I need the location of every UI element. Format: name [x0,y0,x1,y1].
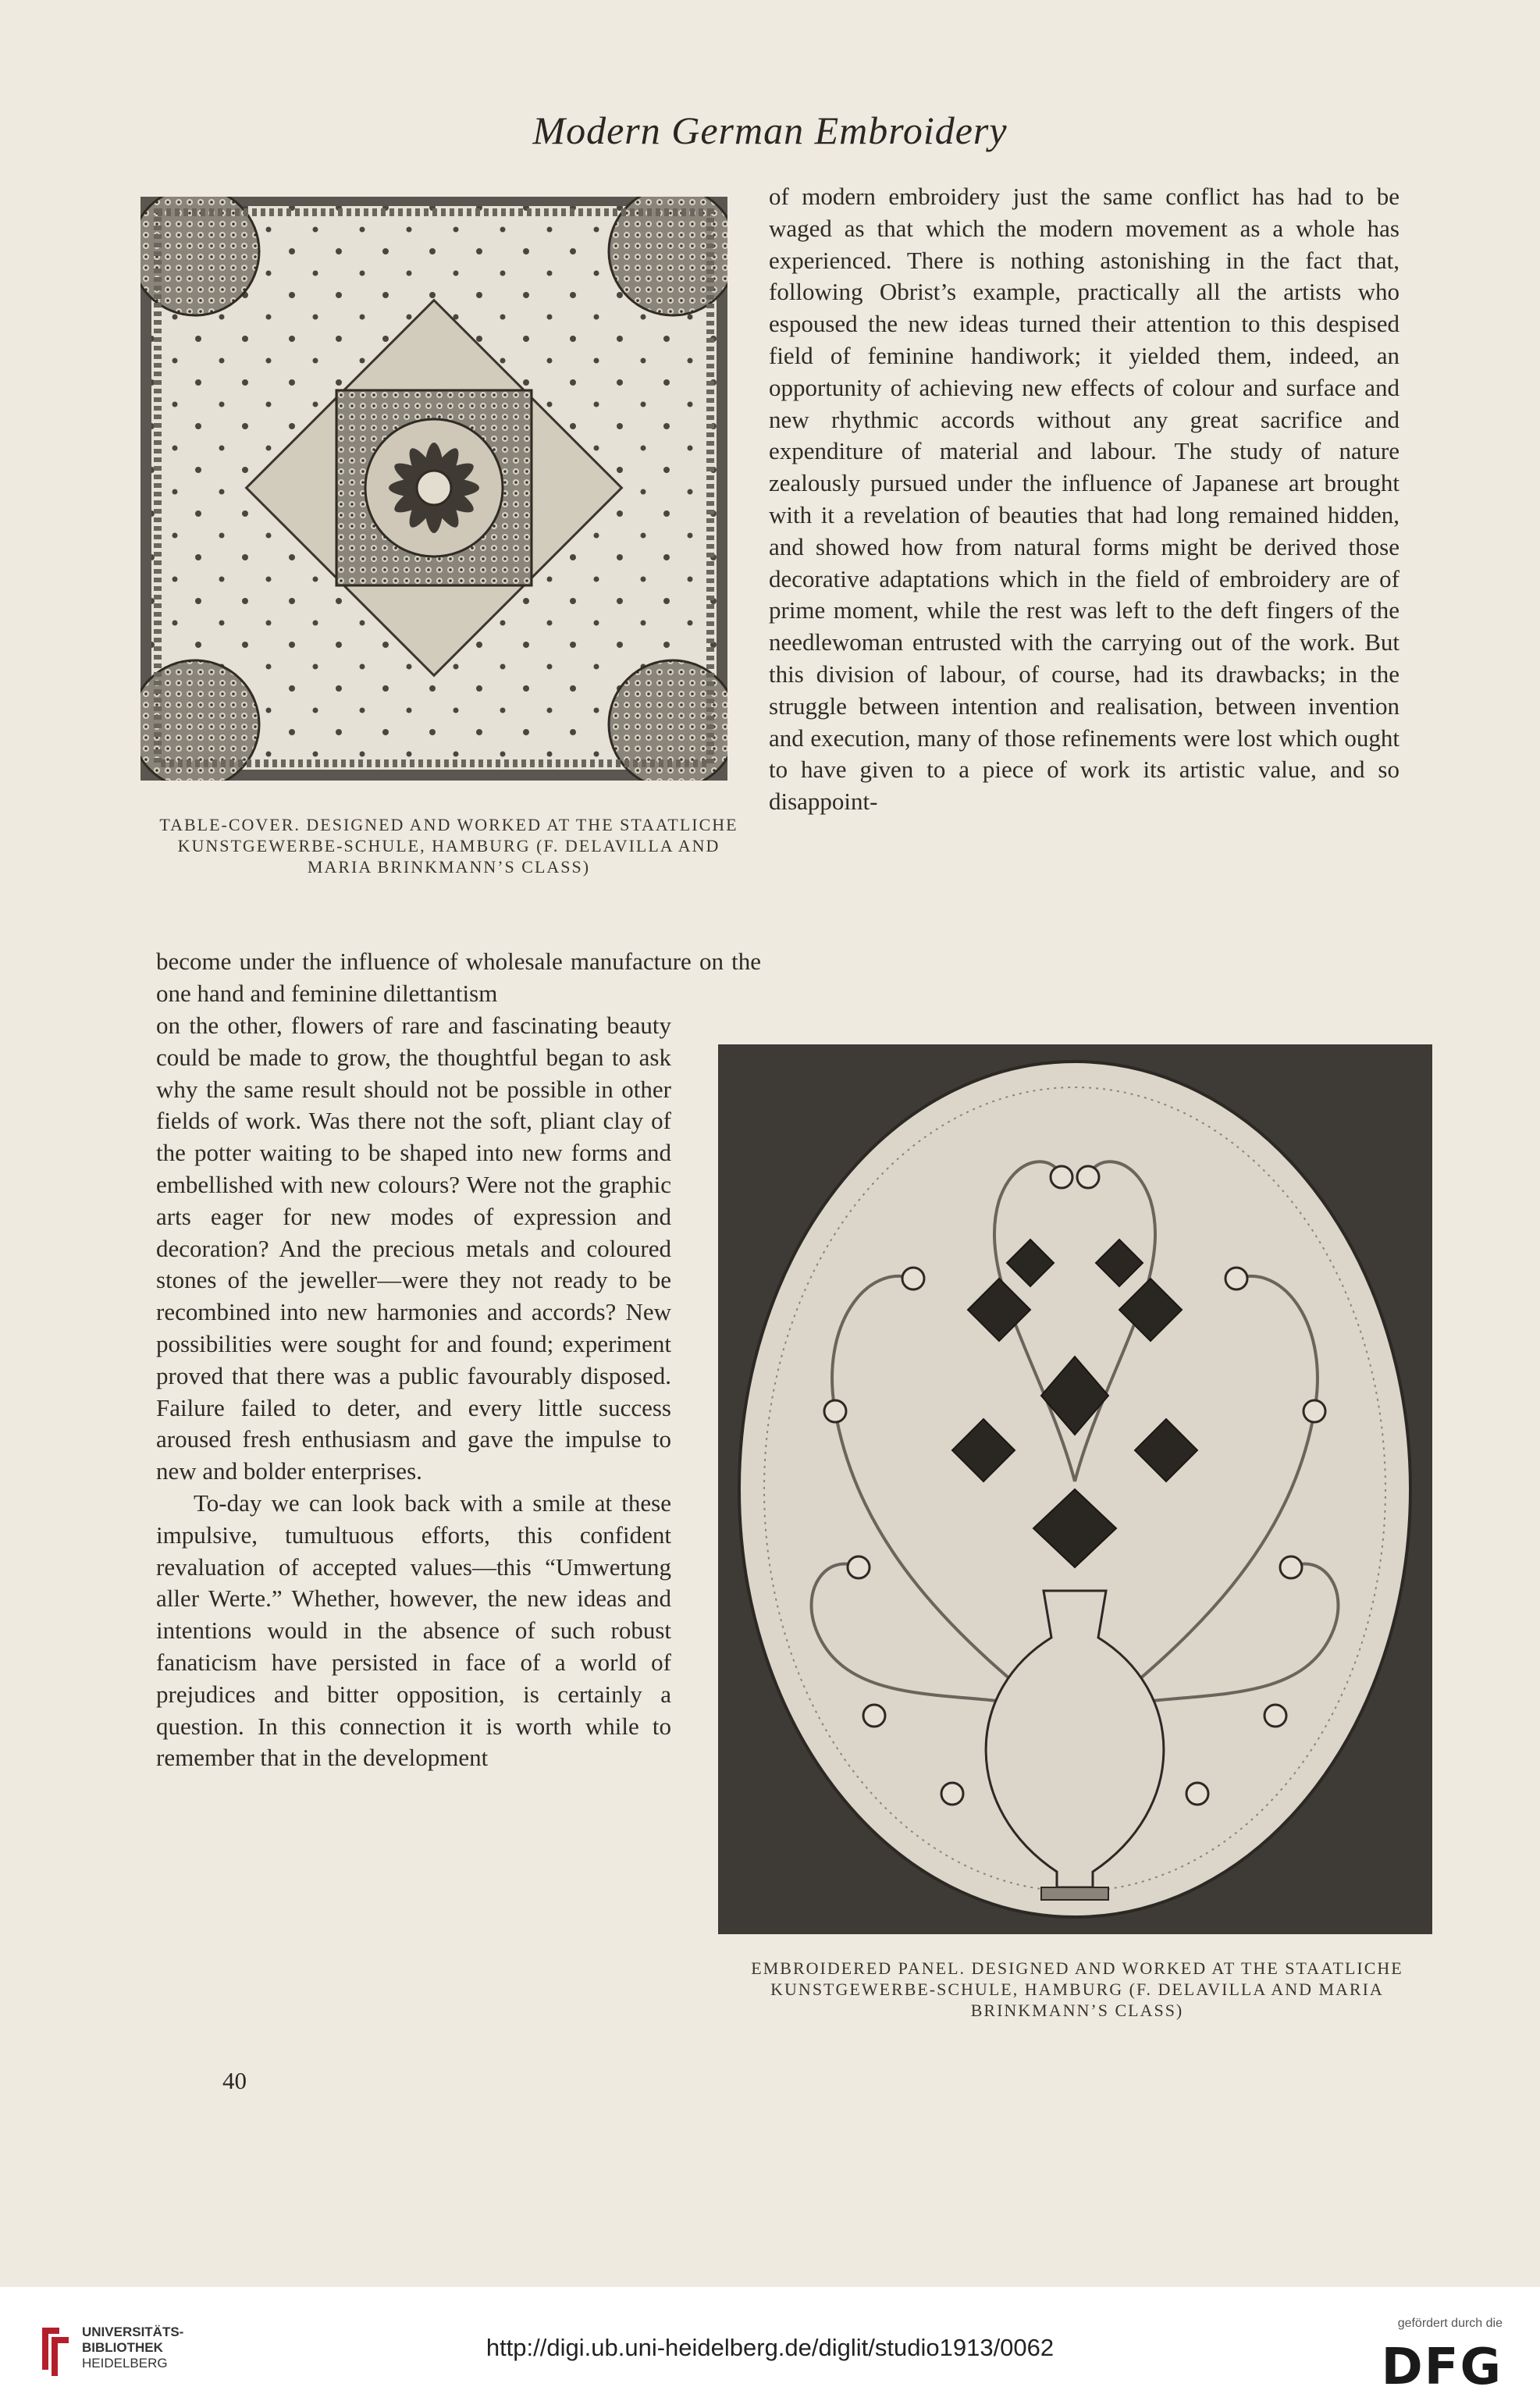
left-column-text [156,1010,671,1774]
table-cover-caption: TABLE-COVER. DESIGNED AND WORKED AT THE STAATLICHE KUNSTGEWERBE-SCHULE, HAMBURG (F. DELAVILLA AND MARIA BRINKMANN’S CLASS) [159,815,738,877]
library-name-line-3: HEIDELBERG [82,2356,168,2371]
embroidered-panel-caption: EMBROIDERED PANEL. DESIGNED AND WORKED AT THE STAATLICHE KUNSTGEWERBE-SCHULE, HAMBURG (F. DELAVILLA AND MARIA BRINKMANN’S CLASS) [751,1958,1403,2020]
digitization-footer [0,2287,1540,2408]
library-name-line-2: BIBLIOTHEK [82,2340,163,2355]
right-column-paragraph: of modern embroidery just the same conflict has had to be waged as that which the modern movement as a whole has experienced. There is nothing astonishing in the fact that, following Obrist’s example, practically all the artists who espoused the new ideas turned their attention to this despised field of feminine handiwork; it yielded them, indeed, an opportunity of achieving new effects of colour and surface and new rhythmic accords without any great sacrifice and expenditure of material and labour. The study of nature zealously pursued under the influence of Japanese art brought with it a revelation of beauties that had long remained hidden, and showed how from natural forms might be derived those decorative adaptations which in the field of embroidery are of prime moment, while the rest was left to the deft fingers of the needlewoman entrusted with the carrying out of the work. But this division of labour, of course, had its drawbacks; in the struggle between intention and realisation, between invention and execution, many of those refinements were lost which ought to have given to a piece of work its artistic value, and so disappoint- [769,183,1400,816]
right-column-text [769,181,1400,818]
left-paragraph-2: To-day we can look back with a smile at these impulsive, tumultuous efforts, this confident revaluation of accepted values—this “Umwertung aller Werte.” Whether, however, the new ideas and intentions would in the absence of such robust fanaticism have persisted in face of a world of prejudices and bitter opposition, is certainly a question. In this connection it is worth while to remember that in the development [156,1489,671,1772]
funded-by-label: gefördert durch die [1397,2317,1503,2330]
page-number: 40 [222,2067,247,2094]
library-name-line-1: UNIVERSITÄTS- [82,2324,184,2339]
embroidered-panel-illustration [718,1044,1432,1934]
running-head: Modern German Embroidery [532,108,1008,152]
table-cover-illustration [140,197,727,781]
left-paragraph-1: on the other, flowers of rare and fascinating beauty could be made to grow, the thoughtful began to ask why the same result should not be possible in other fields of work. Was there not the soft, pliant clay of the potter waiting to be shaped into new forms and embellished with new colours? Were not the graphic arts eager for new modes of expression and decoration? And the precious metals and coloured stones of the jeweller—were they not ready to be recombined into new harmonies and accords? New possibilities were sought for and found; experiment proved that there was a public favourably disposed. Failure failed to deter, and every little success aroused fresh enthusiasm and gave the impulse to new and bolder enterprises. [156,1012,671,1485]
source-url-link[interactable]: http://digi.ub.uni-heidelberg.de/diglit/studio1913/0062 [485,2334,1055,2361]
left-intro-paragraph: become under the influence of wholesale manufacture on the one hand and feminine dilettantism [156,948,761,1007]
left-intro-text [156,946,761,1010]
table-cover-figure [140,197,727,781]
dfg-logo: DFG [1381,2339,1503,2396]
embroidered-panel-figure [718,1044,1432,1934]
